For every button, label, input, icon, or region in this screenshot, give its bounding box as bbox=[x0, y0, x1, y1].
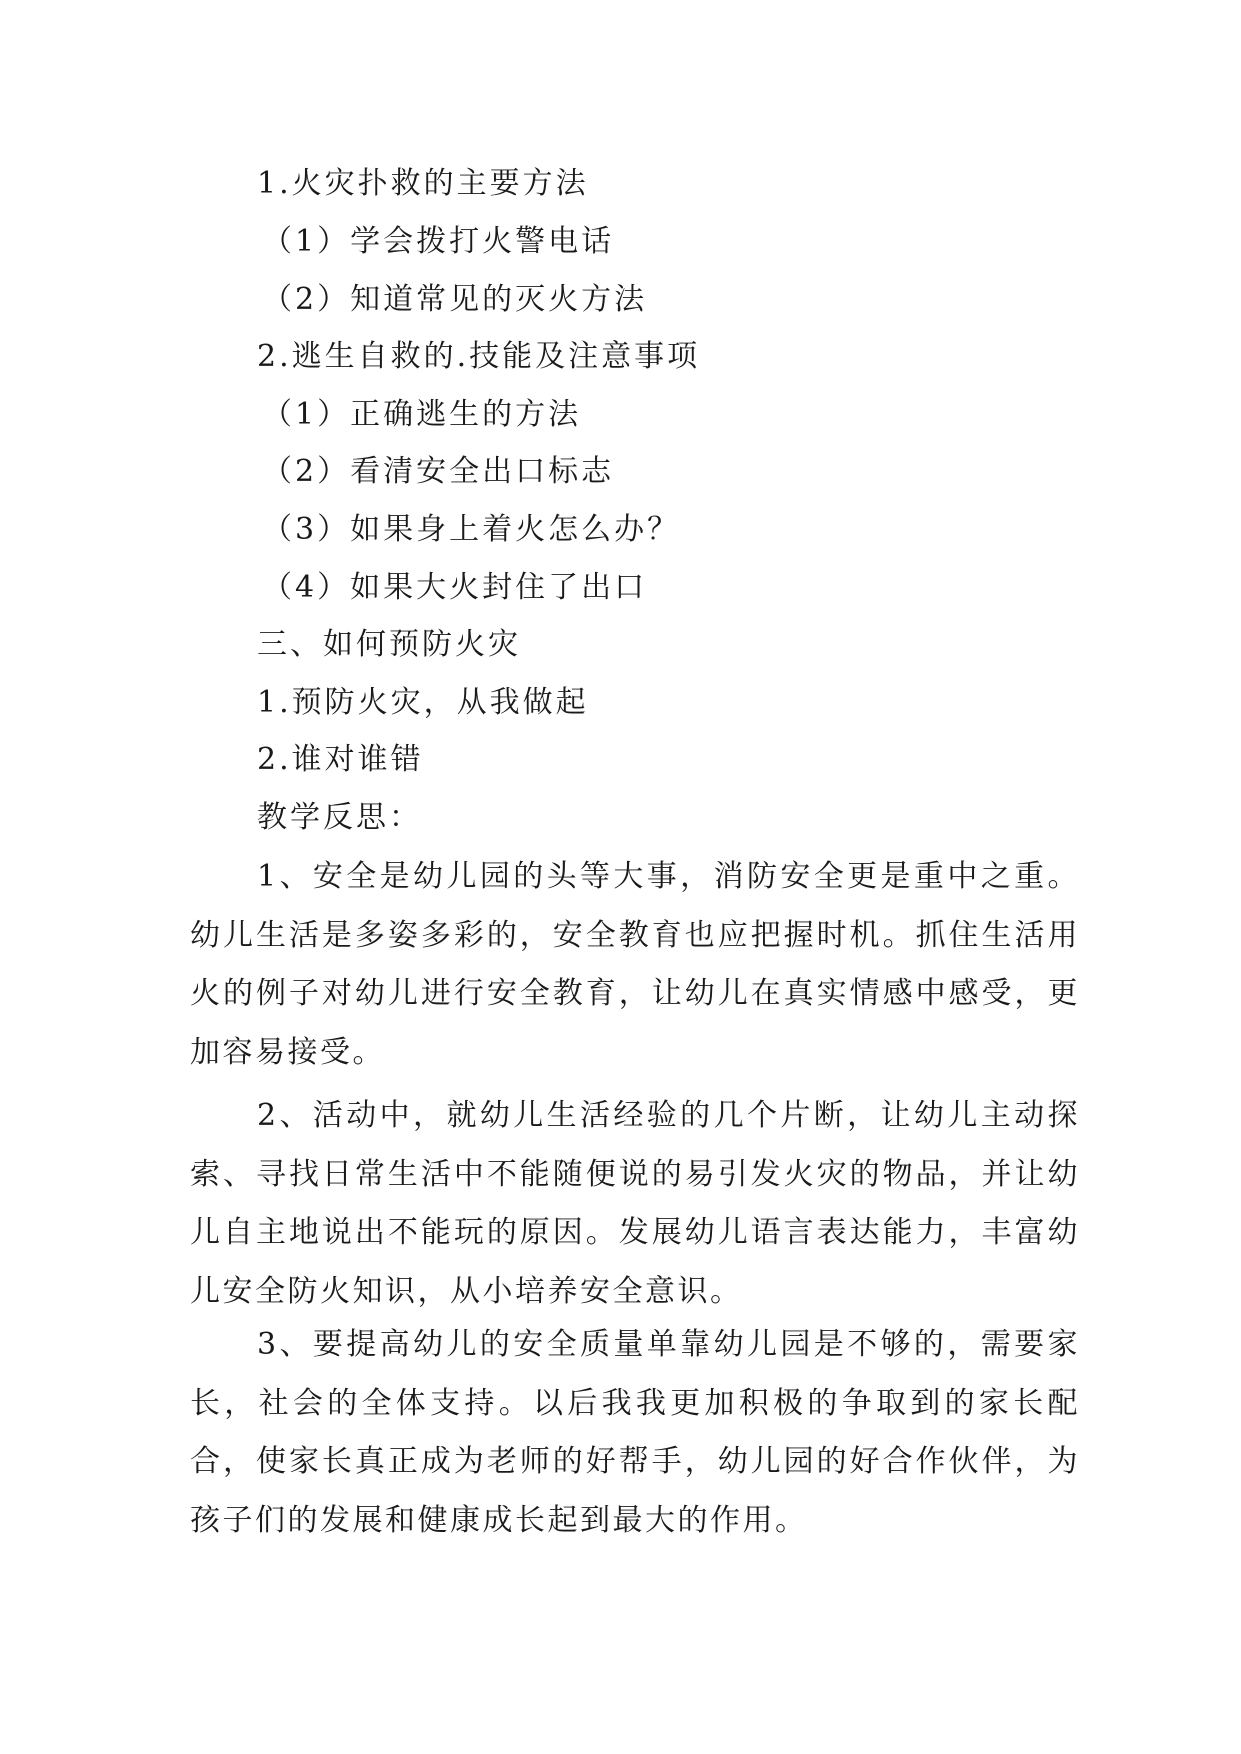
outline-subitem-extinguish-methods: （2）知道常见的灭火方法 bbox=[262, 282, 648, 317]
outline-item-who-is-right: 2.谁对谁错 bbox=[257, 742, 424, 777]
outline-item-fire-fighting-methods: 1.火灾扑救的主要方法 bbox=[257, 166, 589, 201]
outline-subitem-call-fire-alarm: （1）学会拨打火警电话 bbox=[262, 224, 615, 259]
outline-subitem-clothes-on-fire: （3）如果身上着火怎么办？ bbox=[262, 512, 681, 547]
outline-subitem-exit-signs: （2）看清安全出口标志 bbox=[262, 454, 615, 489]
reflection-heading: 教学反思： bbox=[257, 800, 422, 835]
outline-item-prevent-from-me: 1.预防火灾，从我做起 bbox=[257, 685, 589, 720]
outline-section-prevent-fire: 三、如何预防火灾 bbox=[257, 627, 521, 662]
outline-subitem-exit-blocked: （4）如果大火封住了出口 bbox=[262, 570, 648, 605]
outline-item-escape-skills: 2.逃生自救的.技能及注意事项 bbox=[257, 339, 701, 374]
reflection-paragraph-2: 2、活动中，就幼儿生活经验的几个片断，让幼儿主动探索、寻找日常生活中不能随便说的易引发火灾的物品，并让幼儿自主地说出不能玩的原因。发展幼儿语言表达能力，丰富幼儿安全防火知识，从小培养安全意识。 bbox=[190, 1098, 1080, 1309]
outline-subitem-correct-escape: （1）正确逃生的方法 bbox=[262, 397, 582, 432]
reflection-paragraph-3: 3、要提高幼儿的安全质量单靠幼儿园是不够的，需要家长，社会的全体支持。以后我我更加积极的争取到的家长配合，使家长真正成为老师的好帮手，幼儿园的好合作伙伴，为孩子们的发展和健康成长起到最大的作用。 bbox=[190, 1327, 1080, 1538]
reflection-paragraph-1: 1、安全是幼儿园的头等大事，消防安全更是重中之重。幼儿生活是多姿多彩的，安全教育也应把握时机。抓住生活用火的例子对幼儿进行安全教育，让幼儿在真实情感中感受，更加容易接受。 bbox=[190, 859, 1080, 1070]
